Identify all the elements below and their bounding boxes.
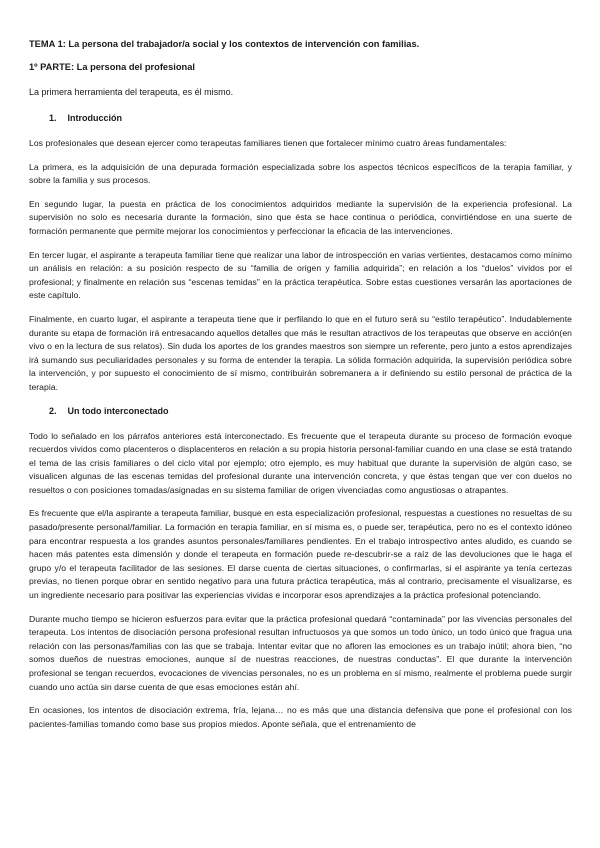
section-heading-label: Un todo interconectado <box>67 405 169 416</box>
paragraph: En ocasiones, los intentos de disociación extrema, fría, lejana… no es más que una distancia defensiva que pone el profesional con los pacientes-familias tomando como base sus propios miedos. Aponte señala, que el entrenamiento de <box>29 705 572 729</box>
paragraph: Finalmente, en cuarto lugar, el aspirante a terapeuta tiene que ir perfilando lo que en el futuro será su “estilo terapéutico”. Indudablemente durante su etapa de formación irá entresacando aquellos detalles que más le resultan atractivos de los terapeutas que observe en acción(en vivo o en la lectura de sus relatos). Sin duda los aportes de los grandes maestros son siempre un referente, pero junto a estos aprendizajes irá sumando sus peculiaridades personales y su forma de entender la terapia. La sólida formación adquirida, la supervisión periódica sobre la intervención, y por supuesto el conocimiento de sí mismo, contribuirán sobremanera a ir definiendo su estilo personal de práctica de la terapia. <box>29 313 572 392</box>
paragraph: En segundo lugar, la puesta en práctica de los conocimientos adquiridos mediante la supervisión de la experiencia profesional. La supervisión no solo es necesaria durante la formación, sino que ésta se hace continua o periódica, convirtiéndose en una suerte de formación permanente que permite mejorar los conocimientos y perfeccionar la eficacia de las intervenciones. <box>29 198 572 236</box>
paragraph: Durante mucho tiempo se hicieron esfuerzos para evitar que la práctica profesional quedará “contaminada” por las vivencias personales del terapeuta. Los intentos de disociación persona profesional resultan infructuosos ya que somos un todo único, un todo único que fragua una relación con las personas/familias con las que se trabaja. Intentar evitar que no afloren las emociones es un trabajo inútil; ahora bien, “no somos dueños de nuestras emociones, aunque sí de nuestras reacciones, de nuestras conductas”. El que durante la intervención profesional se tengan recuerdos, evocaciones de vivencias personales, no es un problema en sí mismo, realmente el problema puede surgir cuando uno actúa sin darse cuenta de que esas emociones están ahí. <box>29 613 572 692</box>
document-title: TEMA 1: La persona del trabajador/a social y los contextos de intervención con familias. <box>29 39 420 49</box>
lead-sentence: La primera herramienta del terapeuta, es él mismo. <box>29 87 234 97</box>
paragraph: La primera, es la adquisición de una depurada formación especializada sobre los aspectos técnicos específicos de la terapia familiar, y sobre la familia y sus procesos. <box>29 161 572 186</box>
paragraph: Los profesionales que desean ejercer como terapeutas familiares tienen que fortalecer mínimo cuatro áreas fundamentales: <box>29 138 507 148</box>
paragraph: En tercer lugar, el aspirante a terapeuta familiar tiene que realizar una labor de introspección en varias vertientes, destacamos como mínimo un análisis en relación: a su posición respecto de su “familia de origen y familia adquirida”; en relación a los “duelos” vividos por el profesional; y finalmente en relación sus “escenas temidas” en la práctica terapéutica. Sobre estas cuestiones versarán las aportaciones de este capítulo. <box>29 249 572 301</box>
document-page <box>29 38 572 741</box>
section-heading-label: Introducción <box>67 113 123 123</box>
section-number: 1. <box>49 113 57 123</box>
part-title: 1º PARTE: La persona del profesional <box>29 62 195 72</box>
paragraph: Es frecuente que el/la aspirante a terapeuta familiar, busque en esta especialización profesional, respuestas a cuestiones no resueltas de su pasado/presente personal/familiar. La formación en terapia familiar, en sí misma es, o puede ser, terapéutica, pero no es el contexto idóneo para encontrar respuesta a los grandes asuntos personales/familiares pendientes. En el trabajo introspectivo antes aludido, es cuando se hacen más patentes esta dimensión y donde el terapeuta en formación puede re-descubrir-se a raíz de las devoluciones que le haga el grupo y/o el terapeuta facilitador de las sesiones. El darse cuenta de ciertas situaciones, o confirmarlas, si el aspirante ya tenía certezas previas, no tienen porque obrar en sentido negativo para una futura práctica terapéutica, más al contrario, precisamente el visualizarse, es un ingrediente necesario para positivar las experiencias vividas e incorporar esos aprendizajes a la práctica profesional potenciando. <box>29 508 572 601</box>
section-heading-todo-interconectado <box>49 405 572 418</box>
section-heading-introduccion <box>49 112 572 125</box>
section-number: 2. <box>49 405 57 416</box>
paragraph: Todo lo señalado en los párrafos anteriores está interconectado. Es frecuente que el terapeuta durante su proceso de formación evoque recuerdos vividos como placenteros o displacenteros en relación a su propia historia personal-familiar cuando en una clase se está tratando el tema de las crisis familiares o del ciclo vital por ejemplo; otro ejemplo, es muy habitual que durante la supervisión de algún caso, se visualicen algunas de las escenas temidas del profesional durante una intervención concreta, y que éstas tengan que ver con duelos no resueltos o con posiciones tomadas/asignadas en su sistema familiar de origen vivenciadas como angustiosas o atrapantes. <box>29 430 572 495</box>
